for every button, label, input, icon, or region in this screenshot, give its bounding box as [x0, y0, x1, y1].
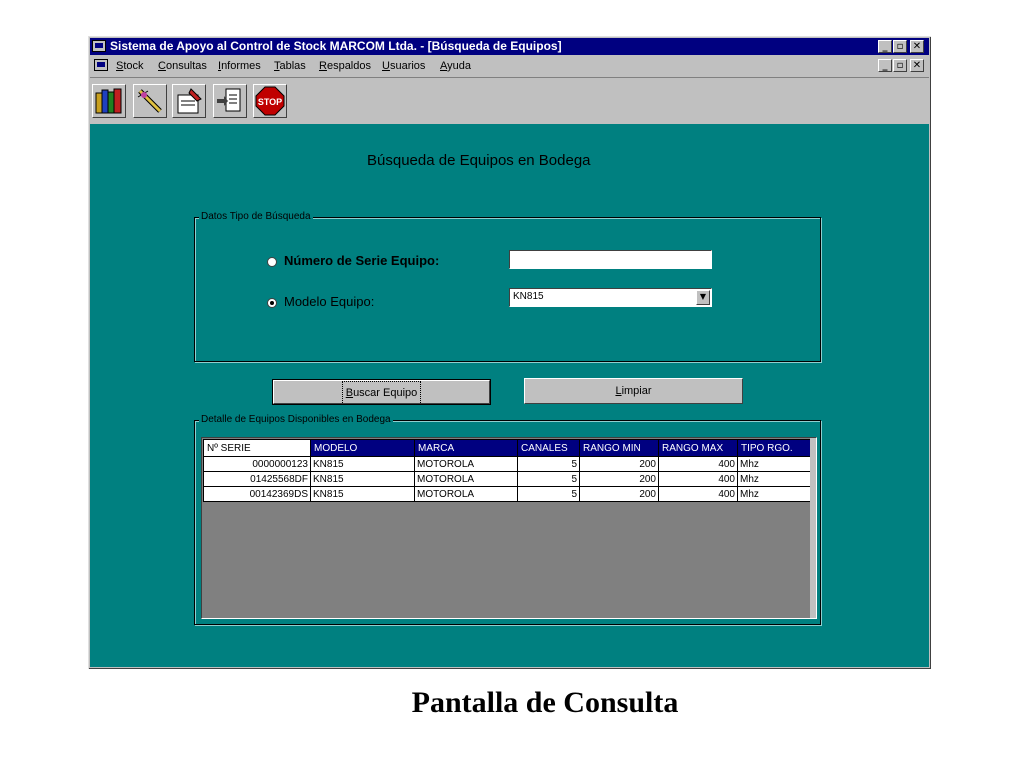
- model-radio[interactable]: [267, 298, 277, 308]
- writing-hand-icon[interactable]: [172, 84, 206, 118]
- cell-rango-min[interactable]: 200: [580, 487, 659, 502]
- serial-radio[interactable]: [267, 257, 277, 267]
- form-title: Búsqueda de Equipos en Bodega: [367, 152, 591, 169]
- cell-rango-min[interactable]: 200: [580, 457, 659, 472]
- column-header-rango-max[interactable]: RANGO MAX: [659, 440, 738, 457]
- cell-tipo-rgo[interactable]: Mhz: [738, 457, 815, 472]
- cell-modelo[interactable]: KN815: [311, 457, 415, 472]
- document-transfer-icon[interactable]: [213, 84, 247, 118]
- cell-tipo-rgo[interactable]: Mhz: [738, 472, 815, 487]
- cell-marca[interactable]: MOTOROLA: [415, 457, 518, 472]
- child-minimize-button[interactable]: _: [878, 59, 892, 72]
- cell-modelo[interactable]: KN815: [311, 472, 415, 487]
- minimize-button[interactable]: _: [878, 40, 892, 53]
- child-restore-button[interactable]: ▫: [893, 59, 907, 72]
- equipment-table: [203, 439, 815, 502]
- app-icon[interactable]: [92, 40, 106, 52]
- menu-bar: [90, 56, 929, 76]
- serial-radio-label: Número de Serie Equipo:: [284, 253, 440, 268]
- chevron-down-icon[interactable]: ▼: [696, 290, 710, 305]
- window-title: Sistema de Apoyo al Control de Stock MARCOM Ltda. - [Búsqueda de Equipos]: [110, 39, 562, 53]
- cell-tipo-rgo[interactable]: Mhz: [738, 487, 815, 502]
- cell-modelo[interactable]: KN815: [311, 487, 415, 502]
- document-icon[interactable]: [94, 59, 108, 71]
- cell-rango-min[interactable]: 200: [580, 472, 659, 487]
- model-select-value: KN815: [513, 291, 544, 302]
- search-type-group: [194, 217, 821, 362]
- search-button[interactable]: Buscar Equipo: [273, 380, 490, 404]
- child-close-button[interactable]: ✕: [910, 59, 924, 72]
- title-bar[interactable]: [90, 38, 929, 55]
- menu-usuarios[interactable]: Usuarios: [382, 60, 426, 72]
- cell-serie[interactable]: 0000000123: [204, 457, 311, 472]
- close-button[interactable]: ✕: [910, 40, 924, 53]
- cell-serie[interactable]: 00142369DS: [204, 487, 311, 502]
- menu-respaldos[interactable]: Respaldos: [319, 60, 371, 72]
- table-row[interactable]: [204, 472, 815, 487]
- column-header-tipo-rgo[interactable]: TIPO RGO.: [738, 440, 815, 457]
- serial-input[interactable]: [509, 250, 712, 269]
- cell-serie[interactable]: 01425568DF: [204, 472, 311, 487]
- column-header-rango-min[interactable]: RANGO MIN: [580, 440, 659, 457]
- table-row[interactable]: [204, 457, 815, 472]
- cell-marca[interactable]: MOTOROLA: [415, 487, 518, 502]
- column-header-marca[interactable]: MARCA: [415, 440, 518, 457]
- cell-canales[interactable]: 5: [518, 457, 580, 472]
- toolbar: [90, 77, 929, 123]
- grid-scrollbar[interactable]: [810, 438, 816, 618]
- menu-consultas[interactable]: Consultas: [158, 60, 207, 72]
- results-group-label: Detalle de Equipos Disponibles en Bodega: [201, 414, 391, 425]
- cell-rango-max[interactable]: 400: [659, 487, 738, 502]
- cell-canales[interactable]: 5: [518, 472, 580, 487]
- table-row[interactable]: [204, 487, 815, 502]
- menu-tablas[interactable]: Tablas: [274, 60, 306, 72]
- clear-button[interactable]: Limpiar: [524, 378, 743, 404]
- stop-button[interactable]: [253, 84, 287, 118]
- column-header-serie[interactable]: Nº SERIE: [204, 440, 311, 457]
- slide-caption: Pantalla de Consulta: [411, 686, 679, 719]
- model-radio-label: Modelo Equipo:: [284, 294, 375, 309]
- search-type-group-label: Datos Tipo de Búsqueda: [201, 211, 311, 222]
- cell-canales[interactable]: 5: [518, 487, 580, 502]
- books-icon[interactable]: [92, 84, 126, 118]
- menu-informes[interactable]: Informes: [218, 60, 261, 72]
- column-header-modelo[interactable]: MODELO: [311, 440, 415, 457]
- pen-icon[interactable]: [133, 84, 167, 118]
- menu-stock[interactable]: Stock: [116, 60, 144, 72]
- menu-ayuda[interactable]: Ayuda: [440, 60, 471, 72]
- column-header-canales[interactable]: CANALES: [518, 440, 580, 457]
- equipment-grid[interactable]: [201, 437, 817, 619]
- maximize-button[interactable]: ▫: [893, 40, 907, 53]
- table-header-row: [204, 440, 815, 457]
- cell-rango-max[interactable]: 400: [659, 472, 738, 487]
- stop-sign-icon: STOP: [257, 97, 283, 107]
- cell-marca[interactable]: MOTOROLA: [415, 472, 518, 487]
- cell-rango-max[interactable]: 400: [659, 457, 738, 472]
- model-select[interactable]: [509, 288, 712, 307]
